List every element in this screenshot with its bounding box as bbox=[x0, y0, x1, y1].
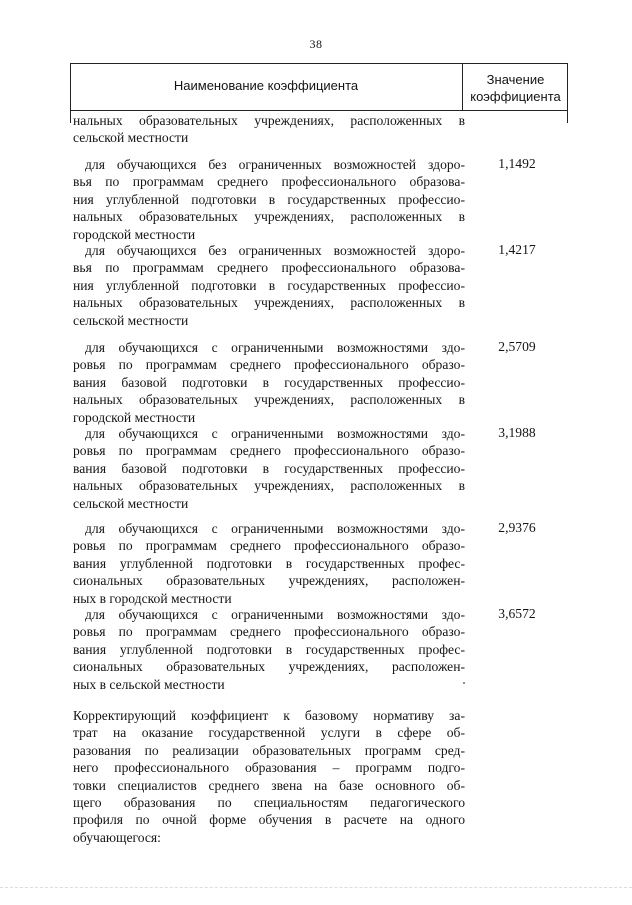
coefficient-value: 3,6572 bbox=[498, 606, 536, 621]
coefficient-value: 1,1492 bbox=[498, 156, 536, 171]
text-line: городской местности bbox=[73, 409, 196, 425]
text-line: разования по реализации образовательных программ сред- bbox=[73, 742, 465, 758]
coefficient-row-text bbox=[73, 606, 465, 693]
text-line: сельской местности bbox=[73, 130, 189, 146]
text-line: вья по программам среднего профессионального образова- bbox=[73, 174, 465, 190]
coefficient-row-text bbox=[73, 242, 465, 329]
text-line: ровья по программам среднего профессионального образо- bbox=[73, 357, 465, 373]
text-line: нальных образовательных учреждениях, расположенных в bbox=[73, 113, 465, 128]
text-line: ровья по программам среднего профессионального образо- bbox=[73, 538, 465, 554]
coefficient-row-text bbox=[73, 339, 465, 426]
text-line: нальных образовательных учреждениях, расположенных в bbox=[73, 392, 465, 408]
table-border-right-continuation bbox=[567, 109, 568, 123]
coefficient-row-text bbox=[73, 425, 465, 512]
coefficient-value: 2,5709 bbox=[498, 339, 536, 354]
coefficient-value: 1,4217 bbox=[498, 242, 536, 257]
table-header bbox=[70, 63, 568, 111]
header-coefficient-name: Наименование коэффициента bbox=[173, 78, 359, 93]
coefficient-value: 2,9376 bbox=[498, 520, 536, 535]
text-line: сельской местности bbox=[73, 312, 189, 328]
text-line: товки специалистов среднего звена на базе основного об- bbox=[73, 777, 465, 793]
text-line: обучающегося: bbox=[73, 829, 161, 845]
text-line: нальных образовательных учреждениях, расположенных в bbox=[73, 478, 465, 494]
text-line: ния углубленной подготовки в государственных профессио- bbox=[73, 277, 465, 293]
text-line: для обучающихся с ограниченными возможностями здо- bbox=[85, 521, 465, 536]
text-line: ровья по программам среднего профессионального образо- bbox=[73, 443, 465, 459]
text-line: для обучающихся с ограниченными возможностями здо- bbox=[85, 426, 465, 441]
text-line: для обучающихся без ограниченных возможностей здоро- bbox=[85, 157, 465, 172]
scan-bottom-edge bbox=[0, 881, 632, 888]
text-line: вания базовой подготовки в государственных профессио- bbox=[73, 460, 465, 476]
text-line: вания базовой подготовки в государственных профессио- bbox=[73, 374, 465, 390]
text-line: ных в сельской местности bbox=[73, 676, 225, 692]
text-line: ных в городской местности bbox=[73, 590, 232, 606]
text-line: профиля по очной форме обучения в расчете на одного bbox=[73, 812, 465, 828]
text-line: вания углубленной подготовки в государственных профес- bbox=[73, 555, 465, 571]
header-coefficient-value bbox=[463, 71, 568, 105]
text-line: Корректирующий коэффициент к базовому нормативу за- bbox=[73, 708, 465, 723]
text-line: вья по программам среднего профессионального образова- bbox=[73, 260, 465, 276]
coefficient-value: 3,1988 bbox=[498, 425, 536, 440]
text-line: сиональных образовательных учреждениях, расположен- bbox=[73, 659, 465, 675]
scan-speck bbox=[463, 682, 465, 684]
text-line: сиональных образовательных учреждениях, расположен- bbox=[73, 573, 465, 589]
text-line: нальных образовательных учреждениях, расположенных в bbox=[73, 295, 465, 311]
text-line: ния углубленной подготовки в государственных профессио- bbox=[73, 191, 465, 207]
coefficient-row-text bbox=[73, 156, 465, 243]
header-value-line1: Значение bbox=[486, 72, 545, 87]
coefficient-row-text bbox=[73, 520, 465, 607]
text-line: вания углубленной подготовки в государственных профес- bbox=[73, 641, 465, 657]
text-line: ровья по программам среднего профессионального образо- bbox=[73, 624, 465, 640]
text-line: городской местности bbox=[73, 226, 196, 242]
coefficient-row-text bbox=[73, 112, 465, 147]
text-line: нальных образовательных учреждениях, расположенных в bbox=[73, 209, 465, 225]
correction-coefficient-paragraph bbox=[73, 707, 465, 846]
text-line: для обучающихся с ограниченными возможностями здо- bbox=[85, 607, 465, 622]
text-line: для обучающихся без ограниченных возможностей здоро- bbox=[85, 243, 465, 258]
header-value-line2: коэффициента bbox=[470, 89, 561, 104]
text-line: для обучающихся с ограниченными возможностями здо- bbox=[85, 340, 465, 355]
table-border-left-continuation bbox=[70, 109, 71, 123]
page-number: 38 bbox=[309, 37, 323, 51]
text-line: него профессионального образования – программ подго- bbox=[73, 760, 465, 776]
text-line: трат на оказание государственной услуги в сфере об- bbox=[73, 725, 465, 741]
text-line: щего образования по специальностям педагогического bbox=[73, 795, 465, 811]
text-line: сельской местности bbox=[73, 495, 189, 511]
